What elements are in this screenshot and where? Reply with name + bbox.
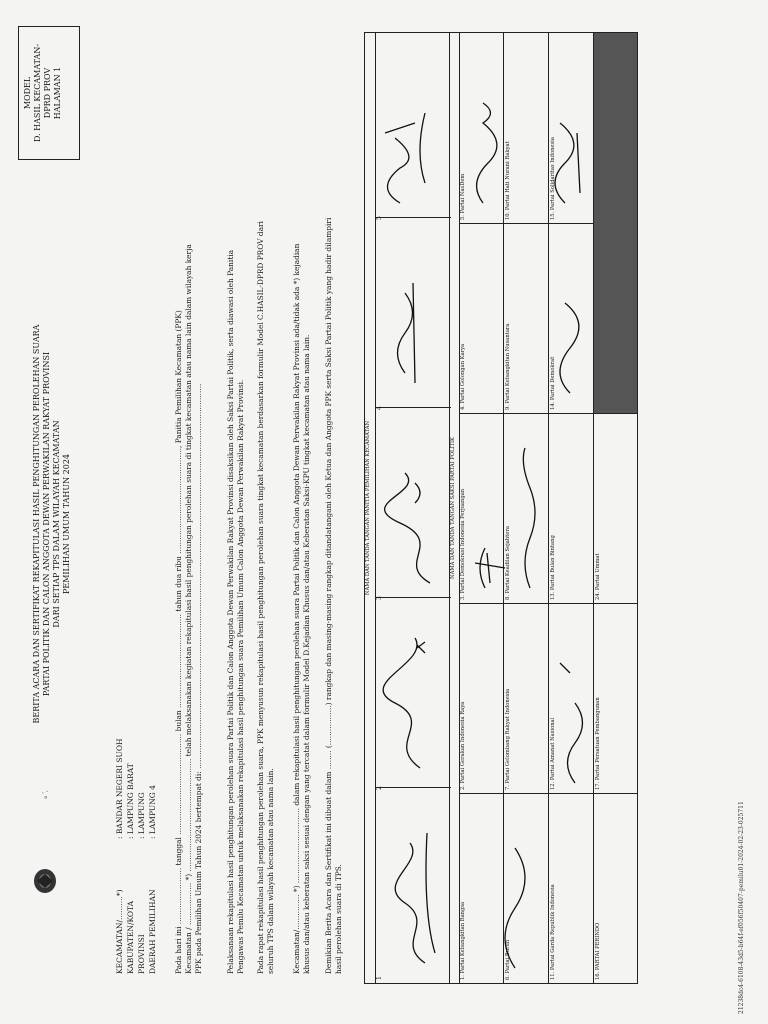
party-label: 5. Partai NasDem — [460, 173, 466, 220]
ppk-number: 3 — [376, 596, 383, 600]
paragraph-line: seluruh TPS dalam wilayah kecamatan atau nama lain. — [266, 768, 275, 974]
identity-label: PROVINSI — [137, 934, 146, 974]
identity-label: KABUPATEN/KOTA — [126, 900, 135, 974]
party-label: 24. Partai Ummat — [595, 553, 601, 600]
party-label: 9. Partai Kebangkitan Nusantara — [505, 323, 511, 410]
party-label: 15. Partai Solidaritas Indonesia — [550, 137, 556, 220]
party-label: 1. Partai Kebangkitan Bangsa — [460, 901, 466, 980]
ppk-number: 4 — [376, 406, 383, 410]
party-label: 2. Partai Gerakan Indonesia Raya — [460, 701, 466, 790]
document-id: 21238dc4-6108-43d5-b64f-ef056f50407-pemilu01-2024-02-23-025711 — [738, 801, 745, 1014]
signature-scribbles — [365, 33, 637, 983]
kpu-logo — [32, 866, 58, 896]
party-label: 11. Partai Garda Republik Indonesia — [550, 884, 556, 980]
identity-value: : LAMPUNG 4 — [148, 785, 157, 839]
identity-labels — [114, 889, 158, 974]
model-line: HALAMAN 1 — [53, 66, 62, 120]
signature-table — [364, 32, 638, 984]
title-line: DARI SETIAP TPS DALAM WILAYAH KECAMATAN — [52, 420, 61, 628]
form-title — [32, 204, 72, 844]
title-line: PEMILIHAN UMUM TAHUN 2024 — [62, 453, 71, 595]
model-line: D. HASIL KECAMATAN- — [33, 43, 42, 143]
paragraph-line: Pelaksanaan rekapitulasi hasil penghitungan perolehan suara Partai Politik dan Calon Anggota Dewan Perwakilan Rakyat Provinsi disaksikan oleh Saksi Partai Politik, serta diawasi oleh Panitia — [226, 249, 235, 974]
party-label: 4. Partai Golongan Karya — [460, 343, 466, 410]
identity-label: DAERAH PEMILIHAN — [148, 889, 157, 974]
title-line: BERITA ACARA DAN SERTIFIKAT REKAPITULASI HASIL PENGHITUNGAN PEROLEHAN SUARA — [32, 324, 41, 724]
stamp-mark: ܘ ', — [42, 790, 49, 799]
party-label: 10. Partai Hati Nurani Rakyat — [505, 141, 511, 220]
party-label: 8. Partai Keadilan Sejahtera — [505, 526, 511, 600]
paragraph-line: PPK pada Pemilihan Umum Tahun 2024 bertempat di: .................................................................................................................................................................... — [194, 383, 203, 974]
identity-value: : BANDAR NEGERI SUOH — [115, 738, 124, 839]
party-label: 16. PARTAI PERINDO — [595, 922, 601, 980]
paragraph-line: hasil perolehan suara di TPS. — [334, 864, 343, 974]
ppk-number: 2 — [376, 786, 383, 790]
party-label: 6. Partai Buruh — [505, 939, 511, 980]
model-box — [18, 26, 80, 160]
model-line: DPRD PROV — [43, 67, 52, 119]
identity-label: KECAMATAN/..........*) — [115, 889, 124, 974]
title-line: PARTAI POLITIK DAN CALON ANGGOTA DEWAN PERWAKILAN RAKYAT PROVINSI — [42, 351, 51, 697]
identity-value: : LAMPUNG — [137, 792, 146, 839]
party-label: 17. Partai Persatuan Pembangunan — [595, 697, 601, 790]
ppk-number: 1 — [376, 976, 383, 980]
paragraph-line: Pada rapat rekapitulasi hasil penghitungan perolehan suara, PPK menyusun rekapitulasi hasil penghitungan perolehan suara tingkat kecamatan berdasarkan formulir Model C.HASIL-DPRD PROV dari — [256, 221, 265, 974]
identity-values — [114, 738, 158, 839]
identity-value: : LAMPUNG BARAT — [126, 763, 135, 839]
paragraph-line: khusus dan/atau keberatan saksi sesuai dengan yang tercatat dalam formulir Model D.Kejadian Khusus dan/atau Keberatan Saksi-KPU tingkat kecamatan atau nama lain. — [302, 334, 311, 974]
ppk-number: 5 — [376, 216, 383, 220]
paragraph-line: Demikian Berita Acara dan Sertifikat ini dibuat dalam ........ (.................) rangkap dan masing-masing rangkap ditandatangani oleh Ketua dan Anggota PPK serta Saksi Partai Politik yang hadir dilampiri — [324, 217, 333, 974]
party-label: 12. Partai Amanat Nasional — [550, 717, 556, 790]
paragraph-line: Kecamatan / .................. *) ................................................ telah melaksanakan kegiatan rekapitulasi hasil penghitungan perolehan suara di tingkat kecamatan atau nama lain dalam wilayah kerja — [184, 244, 193, 974]
paragraph-line: Kecamatan/............... *) ................................ dalam rekapitulasi hasil penghitungan perolehan suara Partai Politik dan Calon Anggota Dewan Perwakilan Rakyat Provinsi ada/tidak ada *) kejadian — [292, 243, 301, 974]
saksi-header: NAMA DAN TANDA TANGAN SAKSI PARTAI POLITIK — [449, 33, 460, 983]
paragraph-line: Pada hari ini ........................ tanggal ........................................... bulan ........................................ tahun dua ribu ............................................., Panitia Pemilihan Kecamatan (PPK) — [174, 310, 183, 974]
party-label: 14. Partai Demokrat — [550, 356, 556, 410]
model-line: MODEL — [23, 76, 32, 110]
ppk-header: NAMA DAN TANDA TANGAN PANITIA PEMILIHAN KECAMATAN — [365, 33, 376, 983]
party-label: 7. Partai Gelombang Rakyat Indonesia — [505, 688, 511, 790]
paragraph-line: Pengawas Pemilu Kecamatan untuk melaksanakan rekapitulasi hasil penghitungan suara Pemilihan Umum Calon Anggota Dewan Perwakilan Rakyat Provinsi. — [236, 379, 245, 974]
party-label: 3. Partai Demokrasi Indonesia Perjuangan — [460, 488, 466, 600]
party-label: 13. Partai Bulan Bintang — [550, 535, 556, 600]
